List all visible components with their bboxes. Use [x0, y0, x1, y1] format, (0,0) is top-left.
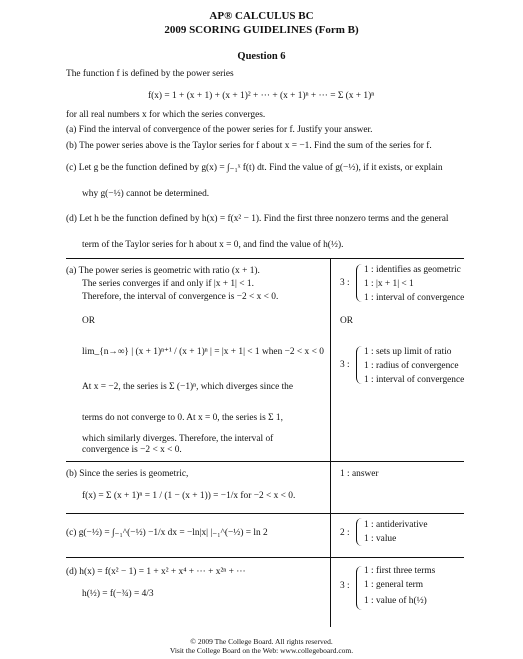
solution-a-line7: convergence is −2 < x < 0.: [82, 445, 182, 455]
points-a-item: 1 : identifies as geometric: [364, 265, 461, 275]
solution-c: (c) g(−½) = ∫₋₁^(−½) −1/x dx = −ln|x| |₋₁^(−½) = ln 2: [66, 528, 268, 538]
solution-d-line1: (d) h(x) = f(x² − 1) = 1 + x² + x⁴ + ··· + x²ⁿ + ···: [66, 567, 246, 577]
points-c-total: 2 :: [340, 528, 350, 538]
points-or: OR: [340, 316, 354, 326]
question-heading: Question 6: [237, 51, 286, 62]
table-top-rule: [66, 258, 464, 259]
page-title: AP® CALCULUS BC: [209, 10, 314, 22]
points-a-total: 3 :: [340, 278, 350, 288]
footer-visit: Visit the College Board on the Web: www.collegeboard.com.: [169, 646, 354, 655]
points-a-item: 1 : |x + 1| < 1: [364, 279, 414, 289]
points-a2-item: 1 : sets up limit of ratio: [364, 347, 452, 357]
problem-converges: for all real numbers x for which the series converges.: [66, 110, 266, 120]
solution-a-limit: lim_{n→∞} | (x + 1)ⁿ⁺¹ / (x + 1)ⁿ | = |x + 1| < 1 when −2 < x < 0: [82, 347, 324, 357]
points-d-brace: [356, 566, 362, 610]
points-b: 1 : answer: [340, 469, 379, 479]
solution-b-line1: (b) Since the series is geometric,: [66, 469, 189, 479]
problem-part-c-line2: why g(−½) cannot be determined.: [82, 189, 210, 199]
points-a2-total: 3 :: [340, 360, 350, 370]
points-a-brace: [356, 264, 362, 302]
solution-a-line4: At x = −2, the series is Σ (−1)ⁿ, which diverges since the: [82, 382, 294, 392]
problem-part-b: (b) The power series above is the Taylor series for f about x = −1. Find the sum of the series for f.: [66, 141, 432, 151]
solution-a-line5: terms do not converge to 0. At x = 0, the series is Σ 1,: [82, 413, 283, 423]
footer-copyright: © 2009 The College Board. All rights reserved.: [190, 637, 333, 646]
points-c-item: 1 : antiderivative: [364, 520, 428, 530]
solution-a-or: OR: [82, 316, 96, 326]
problem-series: f(x) = 1 + (x + 1) + (x + 1)² + ··· + (x + 1)ⁿ + ··· = Σ (x + 1)ⁿ: [148, 91, 375, 101]
points-a2-brace: [356, 346, 362, 384]
points-d-item: 1 : general term: [364, 580, 424, 590]
solution-d-line2: h(½) = f(−¾) = 4/3: [82, 589, 154, 599]
problem-part-d-line2: term of the Taylor series for h about x = 0, and find the value of h(½).: [82, 240, 344, 250]
points-c-brace: [356, 518, 362, 546]
table-rule-c: [66, 513, 464, 514]
table-column-divider: [330, 258, 331, 627]
points-a2-item: 1 : radius of convergence: [364, 361, 459, 371]
points-d-item: 1 : first three terms: [364, 566, 436, 576]
table-rule-d: [66, 557, 464, 558]
points-d-item: 1 : value of h(½): [364, 596, 427, 606]
table-rule-b: [66, 461, 464, 462]
problem-part-a: (a) Find the interval of convergence of the power series for f. Justify your answer.: [66, 125, 373, 135]
solution-a-line1: (a) The power series is geometric with ratio (x + 1).: [66, 266, 260, 276]
solution-a-line2: The series converges if and only if |x + 1| < 1.: [82, 279, 254, 289]
points-c-item: 1 : value: [364, 534, 397, 544]
solution-b-line2: f(x) = Σ (x + 1)ⁿ = 1 / (1 − (x + 1)) = −1/x for −2 < x < 0.: [82, 491, 296, 501]
points-a2-item: 1 : interval of convergence: [364, 375, 465, 385]
points-a-item: 1 : interval of convergence: [364, 293, 465, 303]
problem-part-d-line1: (d) Let h be the function defined by h(x) = f(x² − 1). Find the first three nonzero terms and the general: [66, 214, 449, 224]
page-subtitle: 2009 SCORING GUIDELINES (Form B): [164, 24, 359, 36]
problem-part-c-line1: (c) Let g be the function defined by g(x) = ∫₋₁ˣ f(t) dt. Find the value of g(−½), if it exists, or explain: [66, 163, 443, 173]
points-d-total: 3 :: [340, 581, 350, 591]
problem-intro: The function f is defined by the power series: [66, 69, 234, 79]
solution-a-line3: Therefore, the interval of convergence is −2 < x < 0.: [82, 292, 279, 302]
solution-a-line6: which similarly diverges. Therefore, the interval of: [82, 434, 274, 444]
